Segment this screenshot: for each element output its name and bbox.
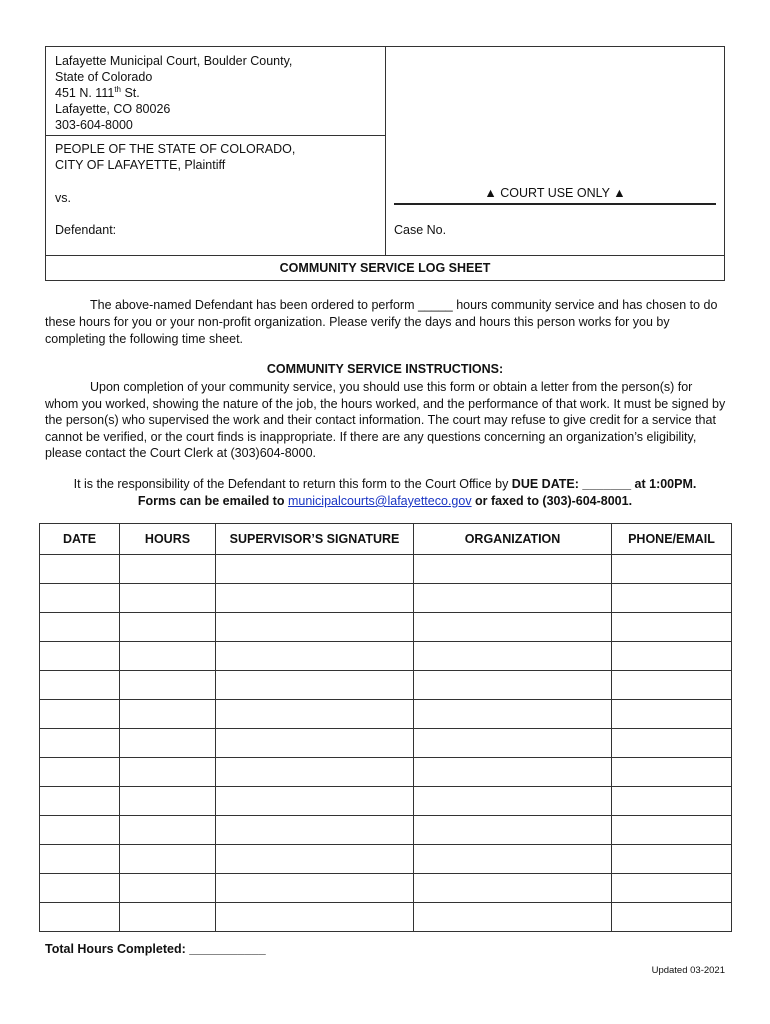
phone-email-cell[interactable]	[612, 816, 732, 845]
instructions-paragraph: Upon completion of your community service, you should use this form or obtain a letter from the person(s) for whom you worked, showing the nature of the job, the hours worked, and the performance of that work. It must be signed by the person(s) who supervised the work and their contact information. The court may refuse to give credit for a service that cannot be verified, or the court finds is inappropriate. If there are any questions concerning an organization’s eligibility, please contact the Court Clerk at (303)604-8000.	[45, 380, 726, 460]
signature-cell[interactable]	[216, 584, 414, 613]
service-log-table	[39, 523, 732, 932]
table-row	[40, 642, 732, 671]
court-name-line: Lafayette Municipal Court, Boulder County,	[55, 54, 293, 68]
log-table-body	[40, 555, 732, 932]
signature-cell[interactable]	[216, 642, 414, 671]
phone-email-cell[interactable]	[612, 845, 732, 874]
hours-cell[interactable]	[120, 816, 216, 845]
parties-block	[55, 141, 295, 173]
hours-cell[interactable]	[120, 729, 216, 758]
phone-email-cell[interactable]	[612, 729, 732, 758]
column-header-phone-email: PHONE/EMAIL	[612, 524, 732, 555]
court-state-line: State of Colorado	[55, 70, 153, 84]
date-cell[interactable]	[40, 874, 120, 903]
signature-cell[interactable]	[216, 555, 414, 584]
hours-cell[interactable]	[120, 700, 216, 729]
plaintiff-line-2: CITY OF LAFAYETTE, Plaintiff	[55, 158, 226, 172]
organization-cell[interactable]	[414, 671, 612, 700]
total-hours-field: Total Hours Completed: ___________	[45, 942, 266, 956]
table-row	[40, 787, 732, 816]
versus-label: vs.	[55, 191, 71, 205]
date-cell[interactable]	[40, 729, 120, 758]
column-header-date: DATE	[40, 524, 120, 555]
court-street-line	[55, 85, 292, 101]
street-ordinal: th	[114, 84, 121, 94]
hours-cell[interactable]	[120, 584, 216, 613]
hours-cell[interactable]	[120, 874, 216, 903]
organization-cell[interactable]	[414, 613, 612, 642]
street-name: St.	[120, 86, 140, 100]
date-cell[interactable]	[40, 671, 120, 700]
signature-cell[interactable]	[216, 729, 414, 758]
table-row	[40, 758, 732, 787]
hours-cell[interactable]	[120, 903, 216, 932]
table-row	[40, 845, 732, 874]
instructions-heading: COMMUNITY SERVICE INSTRUCTIONS:	[266, 362, 504, 376]
date-cell[interactable]	[40, 758, 120, 787]
date-cell[interactable]	[40, 555, 120, 584]
court-city-line: Lafayette, CO 80026	[55, 102, 171, 116]
caption-box	[45, 46, 725, 256]
date-cell[interactable]	[40, 787, 120, 816]
table-row	[40, 729, 732, 758]
organization-cell[interactable]	[414, 555, 612, 584]
court-use-only-label: ▲ COURT USE ONLY ▲	[394, 186, 716, 205]
court-email-link[interactable]: municipalcourts@lafayetteco.gov	[287, 494, 472, 508]
phone-email-cell[interactable]	[612, 555, 732, 584]
phone-email-cell[interactable]	[612, 903, 732, 932]
date-cell[interactable]	[40, 584, 120, 613]
phone-email-cell[interactable]	[612, 613, 732, 642]
organization-cell[interactable]	[414, 816, 612, 845]
signature-cell[interactable]	[216, 816, 414, 845]
due-date-notice	[45, 476, 725, 510]
column-header-organization: ORGANIZATION	[414, 524, 612, 555]
phone-email-cell[interactable]	[612, 642, 732, 671]
table-row	[40, 584, 732, 613]
hours-cell[interactable]	[120, 787, 216, 816]
signature-cell[interactable]	[216, 903, 414, 932]
table-row	[40, 613, 732, 642]
signature-cell[interactable]	[216, 787, 414, 816]
caption-divider	[46, 135, 386, 136]
signature-cell[interactable]	[216, 874, 414, 903]
table-row	[40, 903, 732, 932]
street-number: 451 N. 111	[55, 86, 115, 100]
date-cell[interactable]	[40, 845, 120, 874]
plaintiff-line-1: PEOPLE OF THE STATE OF COLORADO,	[55, 142, 296, 156]
date-cell[interactable]	[40, 816, 120, 845]
hours-cell[interactable]	[120, 758, 216, 787]
organization-cell[interactable]	[414, 700, 612, 729]
intro-paragraph: The above-named Defendant has been ordered to perform _____ hours community service and has chosen to do these hours for you or your non-profit organization. Please verify the days and hours this person works for you by completing the following time sheet.	[45, 298, 718, 346]
phone-email-cell[interactable]	[612, 758, 732, 787]
organization-cell[interactable]	[414, 903, 612, 932]
table-row	[40, 874, 732, 903]
due-prefix: It is the responsibility of the Defendant to return this form to the Court Office by	[73, 477, 512, 491]
date-cell[interactable]	[40, 700, 120, 729]
submission-line	[45, 493, 725, 510]
court-phone: 303-604-8000	[55, 118, 133, 132]
organization-cell[interactable]	[414, 642, 612, 671]
due-date-text: DUE DATE: _______ at 1:00PM.	[511, 477, 697, 491]
date-cell[interactable]	[40, 903, 120, 932]
signature-cell[interactable]	[216, 700, 414, 729]
hours-cell[interactable]	[120, 642, 216, 671]
phone-email-cell[interactable]	[612, 584, 732, 613]
signature-cell[interactable]	[216, 845, 414, 874]
organization-cell[interactable]	[414, 874, 612, 903]
defendant-label: Defendant:	[55, 223, 117, 237]
column-header-signature: SUPERVISOR’S SIGNATURE	[216, 524, 414, 555]
case-number-label: Case No.	[394, 223, 447, 237]
organization-cell[interactable]	[414, 584, 612, 613]
due-date-line	[45, 476, 725, 493]
fax-text: or faxed to (303)-604-8001.	[471, 494, 633, 508]
caption-left-panel	[46, 47, 386, 255]
hours-cell[interactable]	[120, 845, 216, 874]
hours-cell[interactable]	[120, 613, 216, 642]
updated-date: Updated 03-2021	[651, 965, 725, 976]
court-address-block	[55, 53, 292, 133]
table-row	[40, 671, 732, 700]
table-row	[40, 700, 732, 729]
column-header-hours: HOURS	[120, 524, 216, 555]
signature-cell[interactable]	[216, 671, 414, 700]
organization-cell[interactable]	[414, 729, 612, 758]
phone-email-cell[interactable]	[612, 787, 732, 816]
phone-email-cell[interactable]	[612, 874, 732, 903]
organization-cell[interactable]	[414, 845, 612, 874]
table-header-row	[40, 524, 732, 555]
email-prefix: Forms can be emailed to	[137, 494, 288, 508]
date-cell[interactable]	[40, 613, 120, 642]
signature-cell[interactable]	[216, 758, 414, 787]
table-row	[40, 816, 732, 845]
table-row	[40, 555, 732, 584]
hours-cell[interactable]	[120, 555, 216, 584]
organization-cell[interactable]	[414, 758, 612, 787]
phone-email-cell[interactable]	[612, 700, 732, 729]
organization-cell[interactable]	[414, 787, 612, 816]
date-cell[interactable]	[40, 642, 120, 671]
signature-cell[interactable]	[216, 613, 414, 642]
form-title: COMMUNITY SERVICE LOG SHEET	[45, 256, 725, 281]
phone-email-cell[interactable]	[612, 671, 732, 700]
hours-cell[interactable]	[120, 671, 216, 700]
